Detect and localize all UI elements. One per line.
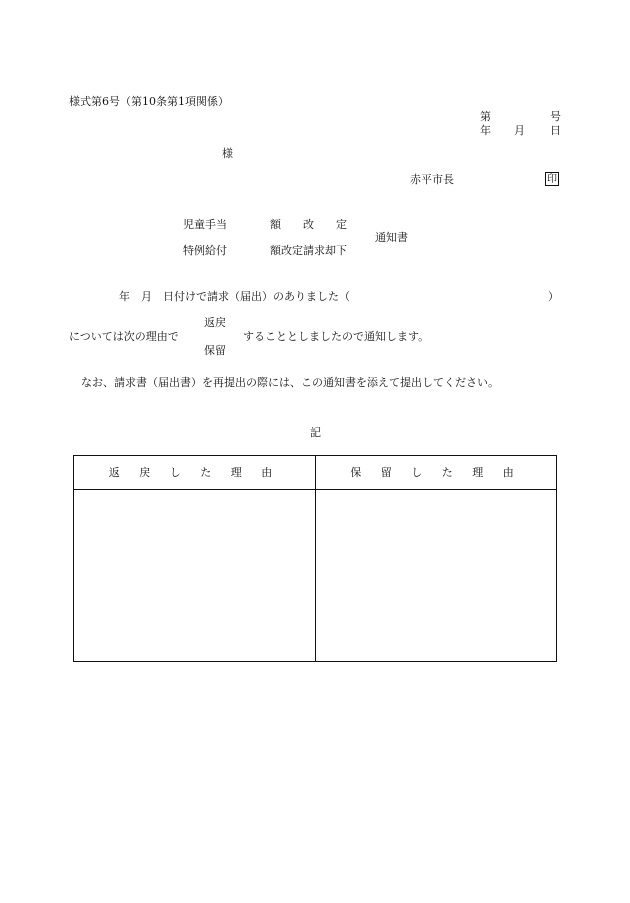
reason-prefix: については次の理由で bbox=[69, 330, 179, 343]
title-special-benefit: 特例給付 bbox=[183, 244, 227, 257]
form-number: 様式第6号（第10条第1項関係） bbox=[69, 95, 229, 108]
resubmission-note: なお、請求書（届出書）を再提出の際には、この通知書を添えて提出してください。 bbox=[81, 376, 499, 389]
title-amount-revision: 額 改 定 bbox=[270, 218, 347, 231]
date-year: 年 bbox=[480, 124, 491, 137]
seal-mark: 印 bbox=[547, 174, 557, 185]
doc-number-go: 号 bbox=[550, 110, 561, 123]
hold-reason-cell[interactable] bbox=[316, 490, 556, 661]
option-return: 返戻 bbox=[204, 316, 226, 329]
title-revision-rejection: 額改定請求却下 bbox=[270, 244, 347, 257]
option-hold: 保留 bbox=[204, 344, 226, 357]
date-day: 日 bbox=[550, 124, 561, 137]
ki-heading: 記 bbox=[310, 426, 321, 439]
reason-suffix: することとしましたので通知します。 bbox=[243, 330, 430, 343]
header-return-reason: 返 戻 し た 理 由 bbox=[108, 466, 281, 479]
doc-number-dai: 第 bbox=[480, 110, 491, 123]
header-hold-reason: 保 留 し た 理 由 bbox=[350, 466, 522, 479]
title-child-allowance: 児童手当 bbox=[183, 218, 227, 231]
date-line: 年 月 日付けで請求（届出）のありました（ bbox=[119, 290, 350, 303]
date-line-close-paren: ） bbox=[548, 290, 559, 303]
reason-table bbox=[73, 455, 557, 662]
title-notice-suffix: 通知書 bbox=[375, 231, 408, 244]
issuer-name: 赤平市長 bbox=[410, 173, 454, 186]
recipient-suffix: 様 bbox=[222, 147, 233, 160]
date-month: 月 bbox=[514, 124, 525, 137]
return-reason-cell[interactable] bbox=[74, 490, 315, 661]
